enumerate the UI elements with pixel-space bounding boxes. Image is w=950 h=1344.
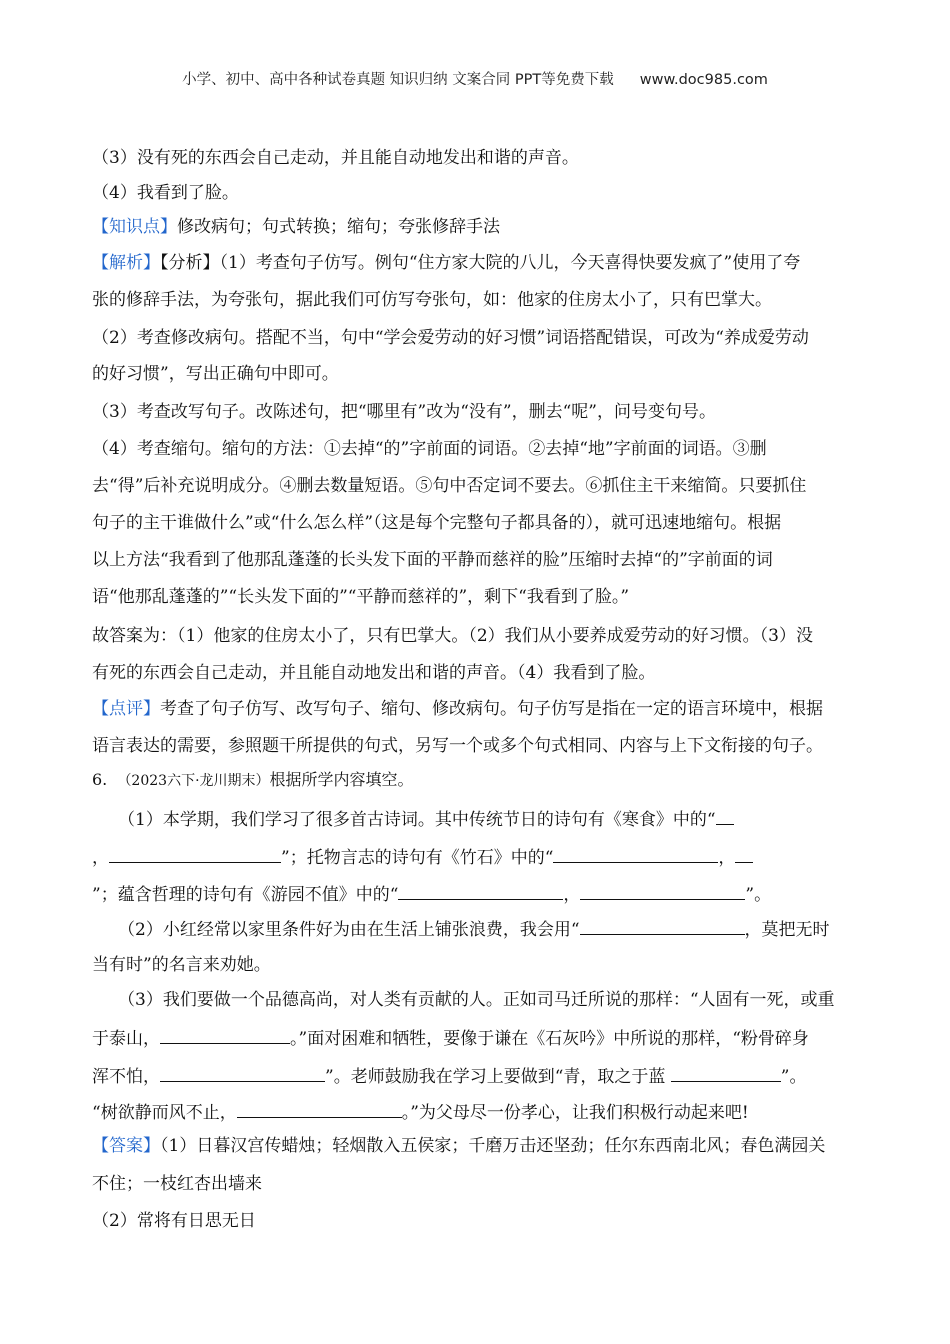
q6-text: ”。老师鼓励我在学习上要做到“青，取之于蓝 (325, 1067, 671, 1087)
fill-blank[interactable] (109, 844, 281, 863)
knowledge-point-text: 修改病句；句式转换；缩句；夸张修辞手法 (177, 217, 500, 237)
text-line: （2）考查修改病句。搭配不当，句中“学会爱劳动的好习惯”词语搭配错误，可改为“养成爱劳动 (92, 328, 809, 348)
q6-text: ”。 (745, 885, 772, 905)
text-line: 故答案为：（1）他家的住房太小了，只有巴掌大。（2）我们从小要养成爱劳动的好习惯。（3）没 (92, 626, 813, 646)
q6-text: ”。 (780, 1067, 807, 1087)
fill-blank[interactable] (553, 844, 718, 863)
text-line: （3）没有死的东西会自己走动，并且能自动地发出和谐的声音。 (92, 148, 579, 168)
text-line: 张的修辞手法，为夸张句，据此我们可仿写夸张句，如：他家的住房太小了，只有巴掌大。 (92, 290, 772, 310)
answer-line: 不住；一枝红杏出墙来 (92, 1174, 262, 1194)
q6-part3-line2 (92, 1025, 809, 1051)
fill-blank[interactable] (160, 1063, 325, 1082)
q6-text: 浑不怕， (92, 1067, 160, 1087)
analysis-tag: 【解析】 (92, 253, 160, 273)
fill-blank[interactable] (580, 881, 745, 900)
answer-line: （2）常将有日思无日 (92, 1211, 256, 1231)
analysis-line (92, 251, 800, 275)
header-text: 小学、初中、高中各种试卷真题 知识归纳 文案合同 PPT等免费下载 (182, 72, 614, 88)
header-url[interactable]: www.doc985.com (639, 72, 768, 88)
answer-text: （1）日暮汉宫传蜡烛；轻烟散入五侯家；千磨万击还坚劲；任尔东西南北风；春色满园关 (160, 1136, 826, 1156)
q6-part2-line1 (118, 916, 830, 942)
q6-text: 。”面对困难和牺牲，要像于谦在《石灰吟》中所说的那样，“粉骨碎身 (290, 1029, 809, 1049)
q6-text: ”；蕴含哲理的诗句有《游园不值》中的“ (92, 885, 399, 905)
q6-part1-line2 (92, 844, 753, 870)
q6-text: “树欲静而风不止， (92, 1103, 237, 1123)
text-line: 语“他那乱蓬蓬的”“长头发下面的”“平静而慈祥的”，剩下“我看到了脸。” (92, 587, 630, 607)
fill-blank[interactable] (671, 1063, 781, 1082)
text-line: 句子的主干谁做什么”或“什么怎么样”（这是每个完整句子都具备的），就可迅速地缩句。根据 (92, 513, 782, 533)
page-header (0, 68, 950, 89)
comment-tag: 【点评】 (92, 699, 160, 719)
q6-text: 于泰山， (92, 1029, 160, 1049)
text-line: 以上方法“我看到了他那乱蓬蓬的长头发下面的平静而慈祥的脸”压缩时去掉“的”字前面的词 (92, 550, 773, 570)
answer-tag: 【答案】 (92, 1136, 160, 1156)
text-line: （4）我看到了脸。 (92, 183, 239, 203)
text-line: （4）考查缩句。缩句的方法：①去掉“的”字前面的词语。②去掉“地”字前面的词语。③删 (92, 439, 767, 459)
knowledge-point-line (92, 215, 500, 239)
question-6-heading (92, 768, 414, 793)
fill-blank[interactable] (580, 916, 745, 935)
question-number: 6. (92, 770, 108, 789)
comment-text: 考查了句子仿写、改写句子、缩句、修改病句。句子仿写是指在一定的语言环境中，根据 (160, 699, 823, 719)
fill-blank[interactable] (160, 1025, 290, 1044)
text-line: 有死的东西会自己走动，并且能自动地发出和谐的声音。（4）我看到了脸。 (92, 663, 656, 683)
q6-text: （2）小红经常以家里条件好为由在生活上铺张浪费，我会用“ (118, 920, 580, 940)
q6-text: ， (563, 885, 581, 905)
q6-part1-line3 (92, 881, 771, 907)
analysis-text: 【分析】（1）考查句子仿写。例句“住方家大院的八儿，今天喜得快要发疯了”使用了夸 (160, 253, 801, 273)
comment-line (92, 697, 823, 721)
answer-line (92, 1134, 825, 1158)
q6-part3-line3 (92, 1063, 807, 1089)
knowledge-point-tag: 【知识点】 (92, 217, 177, 237)
q6-text: （1）本学期，我们学习了很多首古诗词。其中传统节日的诗句有《寒食》中的“ (118, 810, 716, 830)
q6-part3-line1: （3）我们要做一个品德高尚，对人类有贡献的人。正如司马迁所说的那样：“人固有一死，或重 (118, 990, 835, 1010)
fill-blank[interactable] (398, 881, 563, 900)
text-line: （3）考查改写句子。改陈述句，把“哪里有”改为“没有”，删去“呢”，问号变句号。 (92, 402, 716, 422)
text-line: 语言表达的需要，参照题干所提供的句式，另写一个或多个句式相同、内容与上下文衔接的句子。 (92, 736, 823, 756)
q6-text: ， (92, 848, 109, 868)
q6-part1-line1 (118, 806, 734, 832)
q6-text: 。”为父母尽一份孝心，让我们积极行动起来吧! (401, 1103, 749, 1123)
q6-part2-line2: 当有时”的名言来劝她。 (92, 955, 271, 975)
fill-blank[interactable] (735, 844, 753, 863)
fill-blank[interactable] (716, 806, 734, 825)
q6-text: ， (718, 848, 736, 868)
question-title: 根据所学内容填空。 (269, 770, 414, 789)
q6-part3-line4 (92, 1099, 749, 1125)
question-source: （2023六下·龙川期末） (117, 773, 270, 789)
q6-text: ，莫把无时 (744, 920, 830, 940)
q6-text: ”；托物言志的诗句有《竹石》中的“ (281, 848, 554, 868)
fill-blank[interactable] (237, 1099, 402, 1118)
text-line: 去“得”后补充说明成分。④删去数量短语。⑤句中否定词不要去。⑥抓住主干来缩简。只要抓住 (92, 476, 807, 496)
text-line: 的好习惯”，写出正确句中即可。 (92, 364, 339, 384)
